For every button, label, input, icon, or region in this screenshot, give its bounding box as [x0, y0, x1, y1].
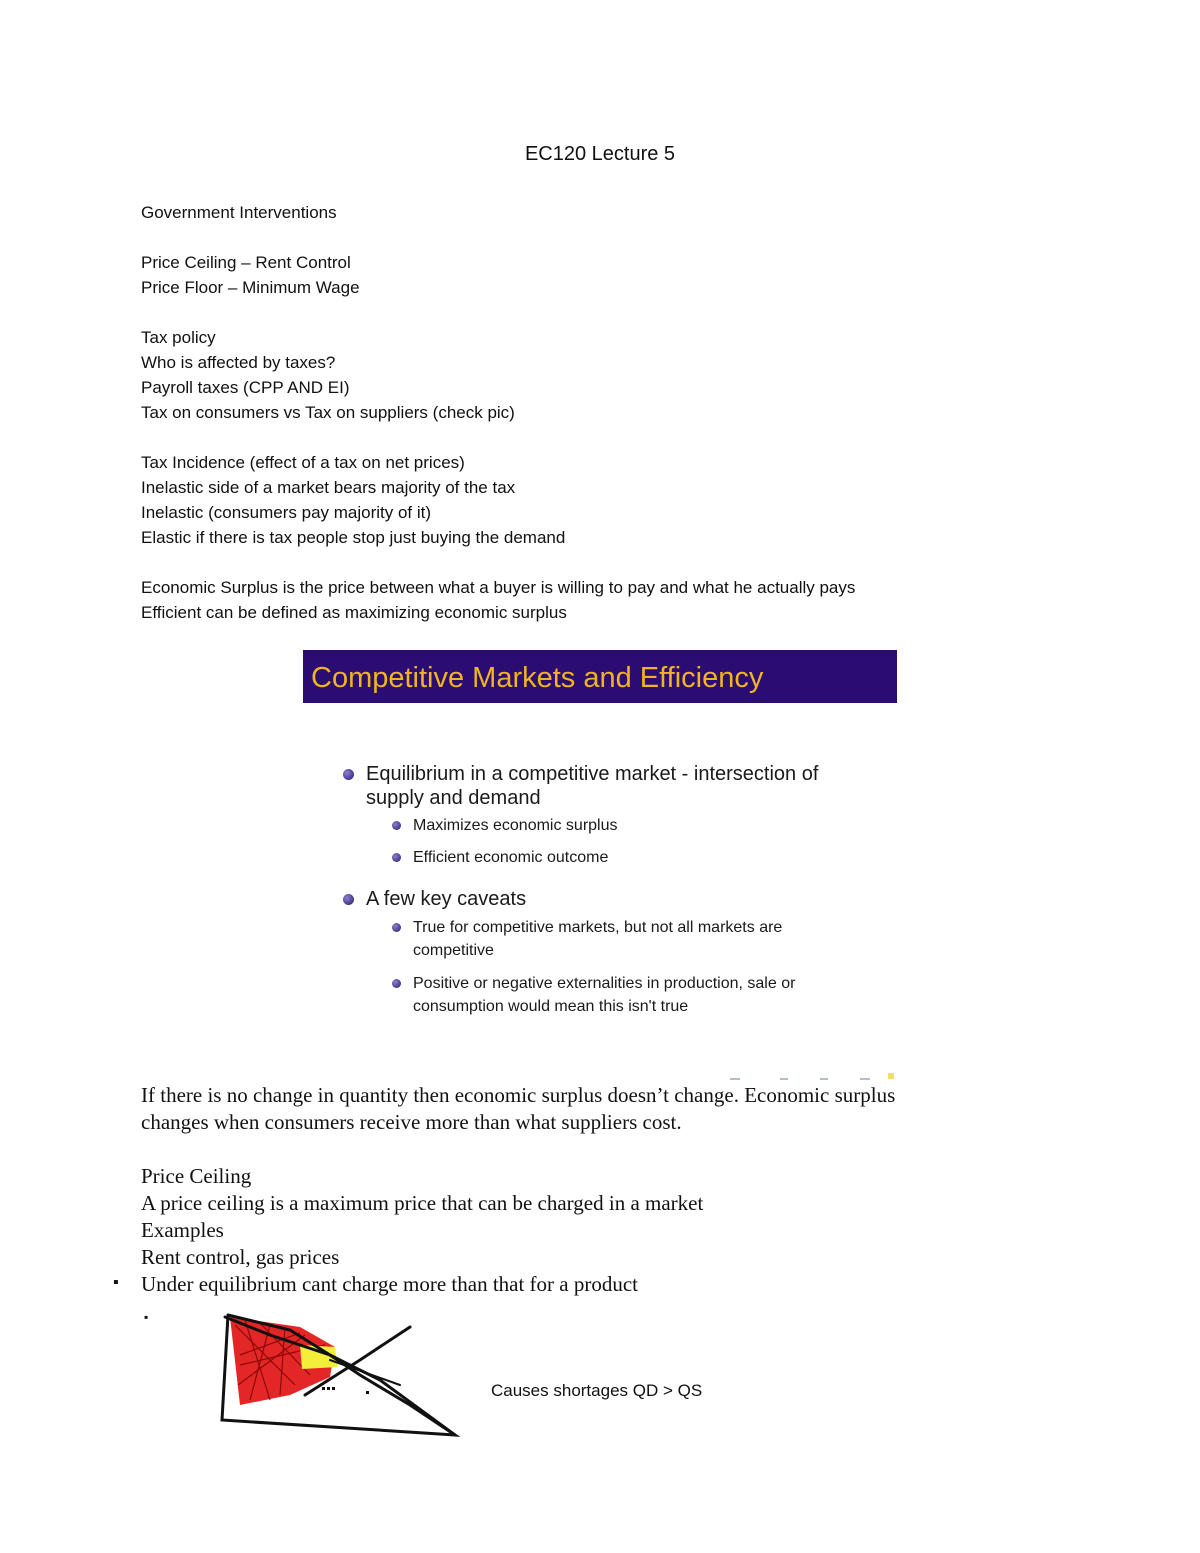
examples-label: Examples — [141, 1218, 224, 1242]
note-line: Government Interventions — [141, 203, 337, 222]
bullet-dot-icon — [343, 769, 354, 780]
slide-sub-bullet-text: competitive — [413, 942, 494, 959]
note-line: Price Floor – Minimum Wage — [141, 278, 360, 297]
note-line: Price Ceiling – Rent Control — [141, 253, 351, 272]
definition-line: A price ceiling is a maximum price that can be charged in a market — [141, 1191, 704, 1215]
slide-title: Competitive Markets and Efficiency — [311, 662, 764, 694]
slide-sub-bullet-text: Efficient economic outcome — [413, 849, 609, 866]
note-line: Elastic if there is tax people stop just buying the demand — [141, 528, 566, 547]
slide-sub-bullet-text: Maximizes economic surplus — [413, 817, 618, 834]
paragraph-line: If there is no change in quantity then economic surplus doesn’t change. Economic surplus — [141, 1083, 896, 1107]
note-line: Inelastic (consumers pay majority of it) — [141, 503, 432, 522]
sub-bullet-dot-icon — [392, 853, 401, 862]
slide-sub-bullet-text: consumption would mean this isn't true — [413, 998, 689, 1015]
note-line: Payroll taxes (CPP AND EI) — [141, 378, 350, 397]
slide-sub-bullet-text: Positive or negative externalities in production, sale or — [413, 975, 796, 992]
note-line: Tax policy — [141, 328, 216, 347]
note-line: Economic Surplus is the price between what a buyer is willing to pay and what he actually pays — [141, 578, 856, 597]
price-ceiling-sketch — [210, 1305, 470, 1445]
document-title: EC120 Lecture 5 — [524, 143, 676, 165]
paragraph-line: changes when consumers receive more than what suppliers cost. — [141, 1110, 682, 1134]
note-line: Inelastic side of a market bears majority of the tax — [141, 478, 516, 497]
scan-artifact — [720, 1070, 910, 1082]
section-heading: Price Ceiling — [141, 1164, 252, 1188]
sub-bullet-dot-icon — [392, 979, 401, 988]
list-marker-icon: ▪ — [113, 1274, 119, 1291]
slide-bullet-text: Equilibrium in a competitive market - intersection of — [366, 763, 819, 785]
examples-line: Rent control, gas prices — [141, 1245, 340, 1269]
sub-bullet-dot-icon — [392, 923, 401, 932]
sub-bullet-dot-icon — [392, 821, 401, 830]
note-line: Tax Incidence (effect of a tax on net prices) — [141, 453, 465, 472]
slide-sub-bullet-text: True for competitive markets, but not all markets are — [413, 919, 783, 936]
bullet-line: Under equilibrium cant charge more than that for a product — [141, 1272, 639, 1296]
slide-bullet-text: A few key caveats — [366, 888, 527, 910]
lecture-notes — [141, 200, 855, 625]
dotted-marks — [322, 1387, 369, 1394]
slide-bullet-text: supply and demand — [366, 787, 541, 809]
note-line: Efficient can be defined as maximizing economic surplus — [141, 603, 567, 622]
list-marker-icon: ▪ — [144, 1310, 149, 1324]
bullet-dot-icon — [343, 894, 354, 905]
note-line: Tax on consumers vs Tax on suppliers (check pic) — [141, 403, 515, 422]
note-line: Who is affected by taxes? — [141, 353, 336, 372]
handwritten-notes — [141, 1082, 895, 1298]
diagram-caption: Causes shortages QD > QS — [491, 1381, 703, 1400]
